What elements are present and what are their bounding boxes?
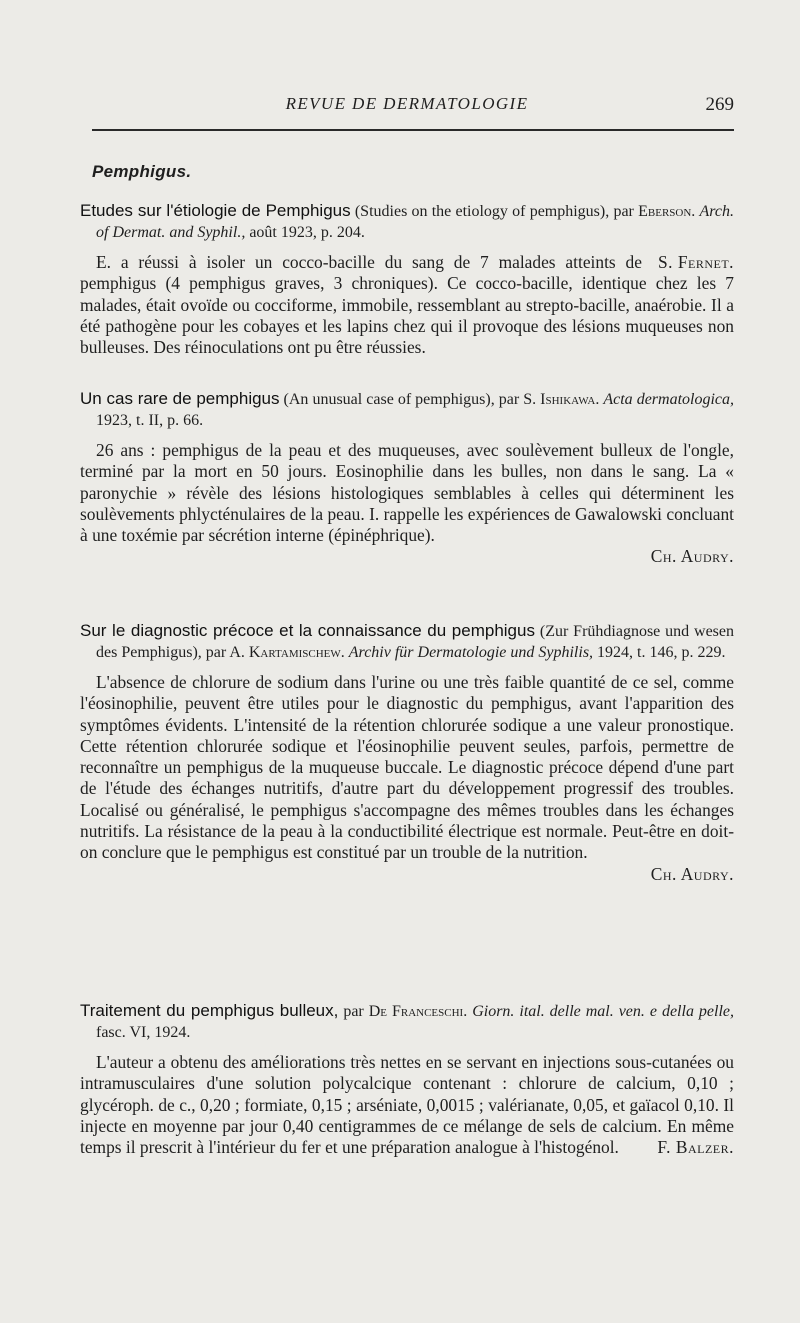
article-abstract (80, 252, 734, 358)
article-signature: Ch. Audry. (650, 863, 734, 884)
abstract-text: E. a réussi à isoler un cocco-bacille du sang de 7 malades atteints de pemphigus (4 pemphigus graves, 3 chroniques). Ce cocco-bacille, identique chez les 7 malades, était ovoïde ou cocciforme, immobile, ressemblant au strepto-bacille, anaérobie. Il a été pathogène pour les cobayes et les lapins chez qui il provoque des lésions muqueuses non bulleuses. Des réinoculations ont pu être réussies. (80, 252, 734, 358)
section-title: Pemphigus. (92, 162, 192, 181)
article-reference (80, 388, 734, 431)
author-name: De Franceschi. (368, 1003, 468, 1020)
article-reference (80, 620, 734, 663)
journal-name: Archiv für Dermatologie und Syphilis, (348, 644, 594, 661)
article-ishikawa (80, 388, 734, 620)
reference-text: (Zur Frühdiagnose und wesen des Pemphigus), par A. (96, 623, 735, 661)
reference-details: 1924, t. 146, p. 229. (597, 644, 726, 661)
article-reference (80, 1000, 734, 1043)
article-eberson (80, 200, 734, 388)
page-number: 269 (705, 94, 734, 115)
reference-text: par (343, 1003, 364, 1020)
article-de-franceschi (80, 1000, 734, 1158)
journal-name: Giorn. ital. delle mal. ven. e della pelle, (472, 1003, 735, 1020)
reference-text: (An unusual case of pemphigus), par S. (283, 391, 537, 408)
abstract-text: L'auteur a obtenu des améliorations très nettes en se servant en injections sous-cutanées ou intramusculaires d'une solution polycalcique contenant : chlorure de calcium, 0,10 ; glycéroph. de c., 0,20 ; formiate, 0,15 ; arséniate, 0,0015 ; valérianate, 0,05, et gaïacol 0,10. Il injecte en moyenne par jour 0,40 centigrammes de ce mélange de sels de calcium. En même temps il prescrit à l'intérieur du fer et une préparation analogue à l'histogénol. (80, 1052, 734, 1158)
running-title: REVUE DE DERMATOLOGIE (285, 94, 529, 113)
article-title: Traitement du pemphigus bulleux, (80, 1001, 339, 1020)
article-abstract (80, 1052, 734, 1158)
article-title: Sur le diagnostic précoce et la connaissance du pemphigus (80, 621, 535, 640)
reference-details: 1923, t. II, p. 66. (96, 412, 204, 429)
articles (80, 200, 734, 1158)
author-name: Ishikawa. (540, 391, 600, 408)
reference-details: fasc. VI, 1924. (96, 1024, 191, 1041)
article-title: Etudes sur l'étiologie de Pemphigus (80, 201, 351, 220)
author-name: Eberson. (638, 203, 696, 220)
abstract-text: 26 ans : pemphigus de la peau et des muqueuses, avec soulèvement bulleux de l'ongle, terminé par la mort en 50 jours. Eosinophilie dans les bulles, non dans le sang. La « paronychie » révèle des lésions histologiques semblables à celles qui déterminent les soulèvements phlycténulaires de la peau. I. rappelle les expériences de Gawalowski concluant à une toxémie par sécrétion interne (épinéphrique). (80, 440, 734, 546)
header-rule (92, 129, 734, 131)
article-signature: S. Fernet. (657, 252, 734, 272)
article-kartamischew (80, 620, 734, 1000)
author-name: Kartamischew. (248, 644, 345, 661)
journal-name: Acta dermatologica, (603, 391, 735, 408)
running-head (80, 94, 734, 118)
reference-details: août 1923, p. 204. (249, 224, 365, 241)
article-signature: Ch. Audry. (650, 546, 734, 567)
article-title: Un cas rare de pemphigus (80, 389, 280, 408)
abstract-text: L'absence de chlorure de sodium dans l'urine ou une très faible quantité de ce sel, comme l'éosinophilie, peuvent être utiles pour le diagnostic du pemphigus, avant l'apparition des symptômes évidents. L'intensité de la rétention chlorurée sodique a une valeur pronostique. Cette rétention chlorurée sodique et l'éosinophilie peuvent seules, parfois, permettre de reconnaître un pemphigus de la muqueuse buccale. Le diagnostic précoce dépend d'une part de l'étude des échanges nutritifs, d'autre part du développement progressif des troubles. Localisé ou généralisé, le pemphigus s'accompagne des mêmes troubles dans les échanges nutritifs. La résistance de la peau à la conductibilité électrique est normale. Peut-être en doit-on conclure que le pemphigus est constitué par un trouble de la nutrition. (80, 672, 734, 863)
article-reference (80, 200, 734, 243)
journal-name: Arch. of Dermat. and Syphil., (96, 203, 735, 241)
reference-text: (Studies on the etiology of pemphigus), par (354, 203, 634, 220)
article-signature: F. Balzer. (657, 1137, 734, 1158)
